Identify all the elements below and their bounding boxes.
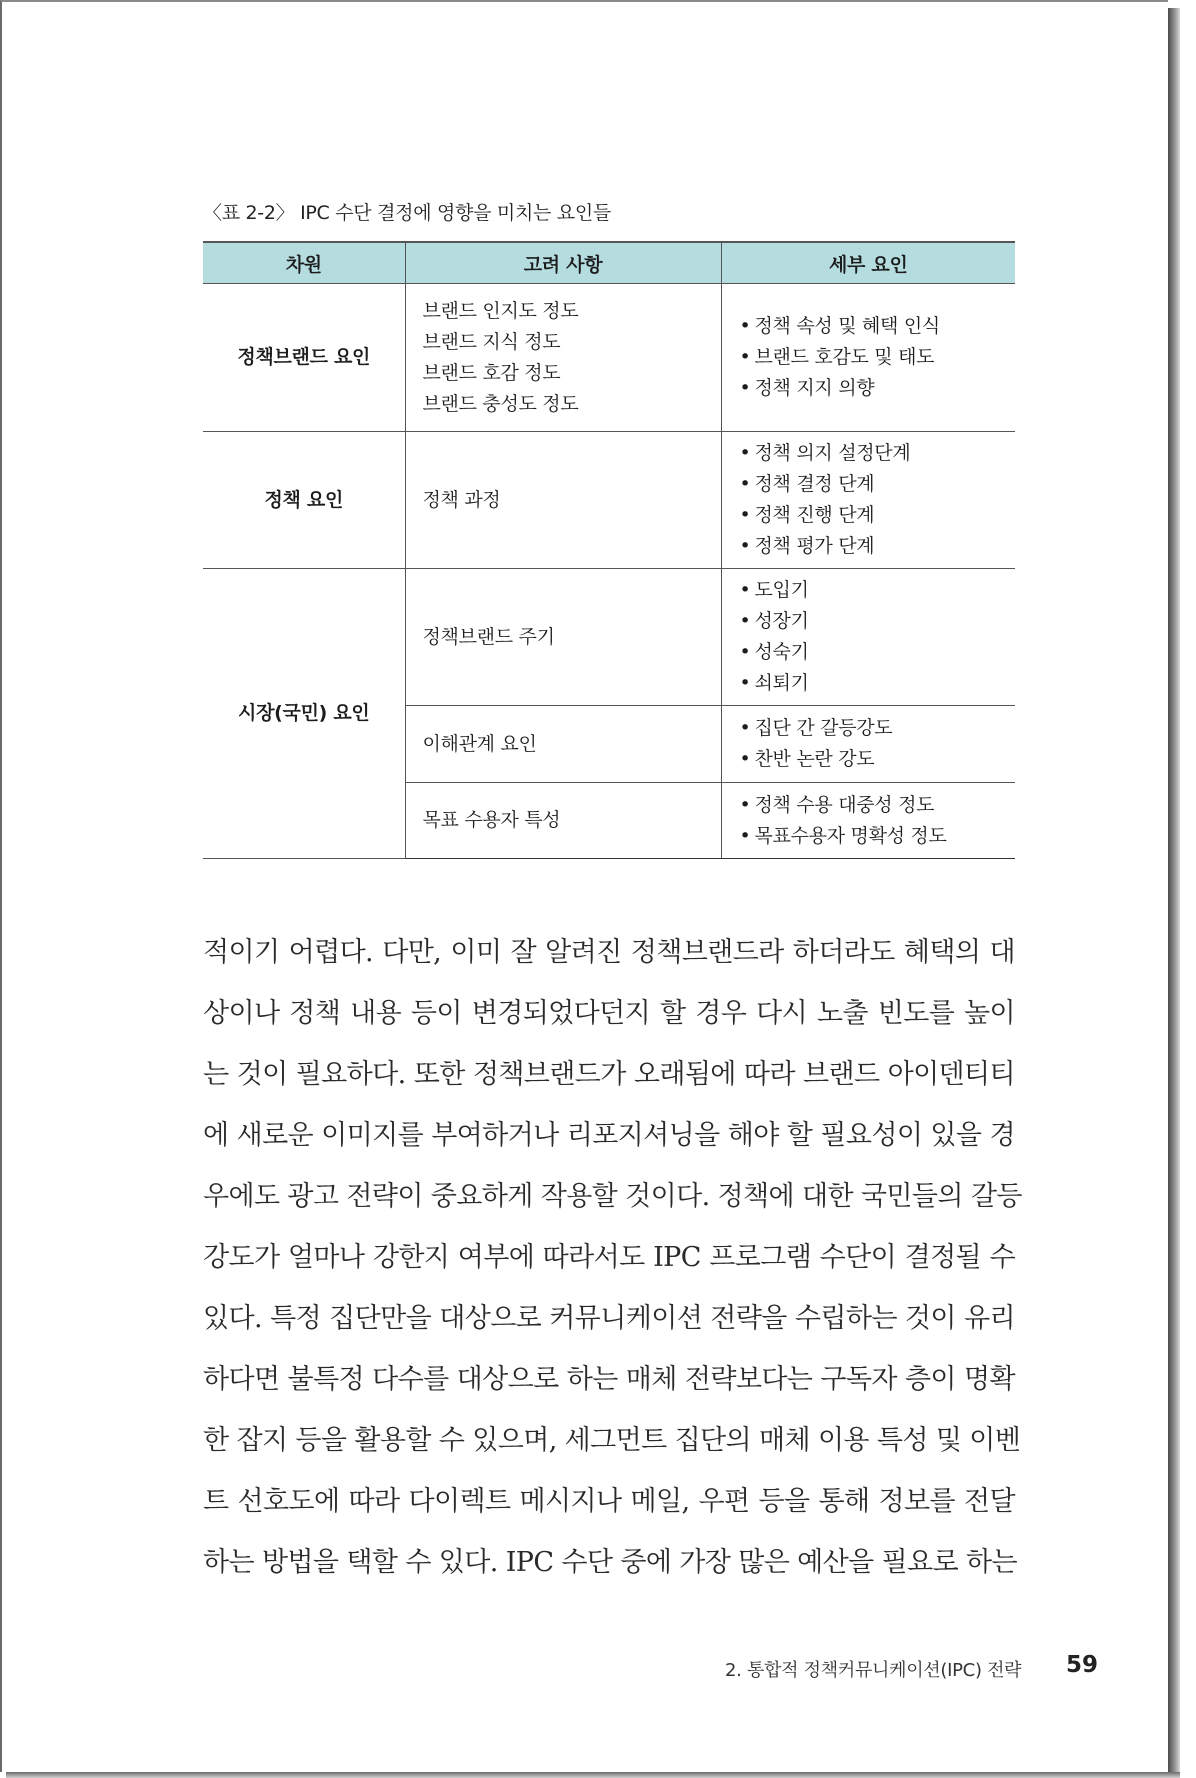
dimension-cell: 정책브랜드 요인	[203, 284, 405, 432]
considerations-cell	[405, 432, 721, 569]
table-row	[203, 569, 1015, 706]
considerations-cell: 정책브랜드 주기	[405, 569, 721, 706]
detail-item: • 정책 지지 의향	[740, 373, 1016, 404]
header-considerations: 고려 사항	[405, 242, 721, 284]
detail-item: • 정책 수용 대중성 정도	[740, 790, 1016, 821]
header-dimension: 차원	[203, 242, 405, 284]
details-cell	[721, 783, 1015, 859]
detail-item: • 성숙기	[740, 637, 1016, 668]
body-line: 는 것이 필요하다. 또한 정책브랜드가 오래됨에 따라 브랜드 아이덴티티	[203, 1059, 1015, 1090]
detail-item: • 도입기	[740, 575, 1016, 606]
table-caption: 〈표 2-2〉 IPC 수단 결정에 영향을 미치는 요인들	[203, 202, 611, 224]
detail-item: • 목표수용자 명확성 정도	[740, 821, 1016, 852]
body-line: 있다. 특정 집단만을 대상으로 커뮤니케이션 전략을 수립하는 것이 유리	[203, 1303, 1015, 1334]
detail-item: • 브랜드 호감도 및 태도	[740, 342, 1016, 373]
dimension-cell: 정책 요인	[203, 432, 405, 569]
detail-item: • 찬반 논란 강도	[740, 744, 1016, 775]
body-line: 우에도 광고 전략이 중요하게 작용할 것이다. 정책에 대한 국민들의 갈등	[203, 1181, 1022, 1212]
consideration-item: 브랜드 지식 정도	[422, 330, 561, 353]
detail-item: • 정책 평가 단계	[740, 531, 1016, 562]
factors-table	[203, 241, 1015, 859]
table-row	[203, 432, 1015, 569]
table-header-row	[203, 242, 1015, 284]
body-line: 하다면 불특정 다수를 대상으로 하는 매체 전략보다는 구독자 층이 명확	[203, 1364, 1015, 1395]
detail-item: • 쇠퇴기	[740, 668, 1016, 699]
body-line: 트 선호도에 따라 다이렉트 메시지나 메일, 우편 등을 통해 정보를 전달	[203, 1486, 1015, 1517]
detail-item: • 정책 진행 단계	[740, 500, 1016, 531]
body-line: 적이기 어렵다. 다만, 이미 잘 알려진 정책브랜드라 하더라도 혜택의 대	[203, 937, 1015, 968]
dimension-cell: 시장(국민) 요인	[203, 569, 405, 859]
detail-item: • 성장기	[740, 606, 1016, 637]
consideration-item: 브랜드 호감 정도	[422, 361, 561, 384]
page-edge-shadow	[1168, 8, 1180, 1772]
header-details: 세부 요인	[721, 242, 1015, 284]
page-bottom-shadow	[6, 1772, 1180, 1778]
body-line: 강도가 얼마나 강한지 여부에 따라서도 IPC 프로그램 수단이 결정될 수	[203, 1242, 1015, 1273]
details-cell	[721, 569, 1015, 706]
body-line: 하는 방법을 택할 수 있다. IPC 수단 중에 가장 많은 예산을 필요로 하는	[203, 1547, 1017, 1578]
considerations-cell: 목표 수용자 특성	[405, 783, 721, 859]
detail-item: • 정책 결정 단계	[740, 469, 1016, 500]
body-paragraph	[203, 922, 1022, 1593]
detail-item: • 정책 속성 및 혜택 인식	[740, 311, 1016, 342]
detail-item: • 집단 간 갈등강도	[740, 713, 1016, 744]
running-footer-chapter: 2. 통합적 정책커뮤니케이션(IPC) 전략	[725, 1660, 1022, 1681]
considerations-cell	[405, 284, 721, 432]
body-line: 한 잡지 등을 활용할 수 있으며, 세그먼트 집단의 매체 이용 특성 및 이벤	[203, 1425, 1021, 1456]
details-cell	[721, 432, 1015, 569]
consideration-item: 브랜드 충성도 정도	[422, 392, 579, 415]
body-line: 상이나 정책 내용 등이 변경되었다던지 할 경우 다시 노출 빈도를 높이	[203, 998, 1015, 1029]
consideration-item: 정책 과정	[422, 488, 501, 511]
details-cell	[721, 706, 1015, 783]
consideration-item: 브랜드 인지도 정도	[422, 299, 579, 322]
considerations-cell: 이해관계 요인	[405, 706, 721, 783]
detail-item: • 정책 의지 설정단계	[740, 438, 1016, 469]
page-number: 59	[1066, 1652, 1099, 1678]
table-row	[203, 284, 1015, 432]
details-cell	[721, 284, 1015, 432]
body-line: 에 새로운 이미지를 부여하거나 리포지셔닝을 해야 할 필요성이 있을 경	[203, 1120, 1015, 1151]
